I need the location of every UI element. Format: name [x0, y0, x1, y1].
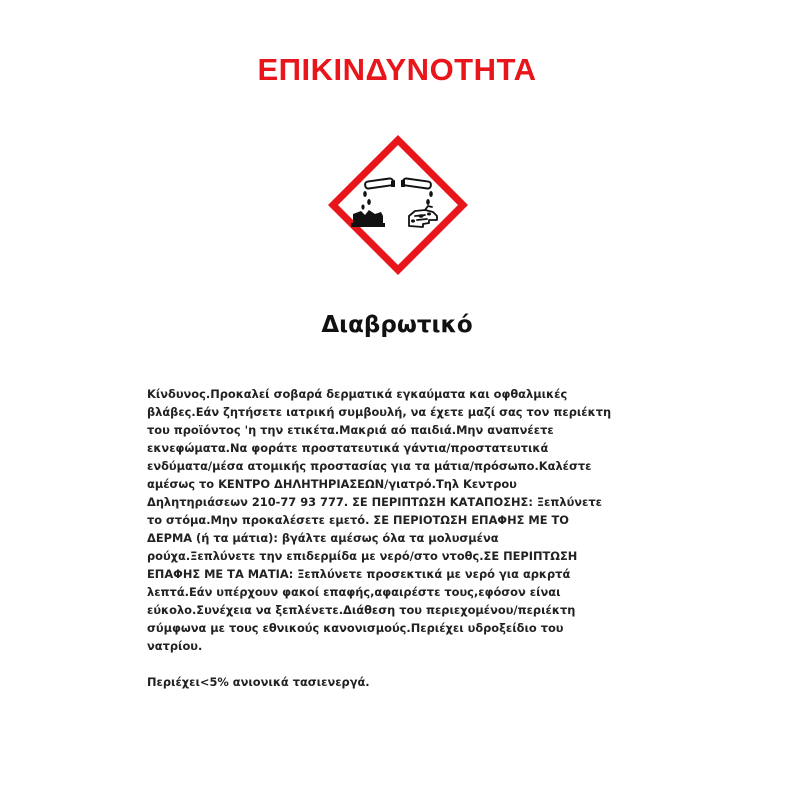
pictogram-label: Διαβρωτικό [321, 312, 473, 338]
ingredients-paragraph: Περιέχει<5% ανιονικά τασιενεργά. [147, 675, 370, 689]
hazard-paragraph: Κίνδυνος.Προκαλεί σοβαρά δερματικά εγκαύματα και οφθαλμικές βλάβες.Εάν ζητήσετε ιατρική συμβουλή, να έχετε μαζί σας τον περιέκτη του προϊόντος 'η την ετικέτα.Μακριά αό παιδιά.Μην αναπνέετε εκνεφώματα.Να φοράτε προστατευτικά γάντια/προστατευτικά ενδύματα/μέσα ατομικής προστασίας για τα μάτια/πρόσωπο.Καλέστε αμέσως το ΚΕΝΤΡΟ ΔΗΛΗΤΗΡΙΑΣΕΩΝ/γιατρό.Τηλ Κεντρου Δηλητηριάσεων 210-77 93 777. ΣΕ ΠΕΡΙΠΤΩΣΗ ΚΑΤΑΠΟΣΗΣ: Ξεπλύνετε το στόμα.Μην προκαλέσετε εμετό. ΣΕ ΠΕΡΙΟΤΩΣΗ ΕΠΑΦΗΣ ΜΕ ΤΟ ΔΕΡΜΑ (ή τα μάτια): βγάλτε αμέσως όλα τα μολυσμένα ρούχα.Ξεπλύνετε την επιδερμίδα με νερό/στο ντοθς.ΣΕ ΠΕΡΙΠΤΩΣΗ ΕΠΑΦΗΣ ΜΕ ΤΑ ΜΑΤΙΑ: Ξεπλύνετε προσεκτικά με νερό για αρκρτά λεπτά.Εάν υπέρχουν φακοί επαφής,αφαιρέστε τους,εφόσον είναι εύκολο.Συνέχεια να ξεπλένετε.Διάθεση του περιεχομένου/περιέκτη σύμφωνα με τους εθνικούς κανονισμούς.Περιέχει υδροξείδιο του νατρίου. [147, 387, 612, 653]
diamond-inner [338, 145, 458, 265]
ghs05-corrosive-icon [325, 132, 471, 278]
hazard-statements [147, 367, 642, 709]
corrosive-pictogram-svg [325, 132, 471, 278]
hazard-title: ΕΠΙΚΙΝΔΥΝΟΤΗΤΑ [257, 52, 537, 87]
